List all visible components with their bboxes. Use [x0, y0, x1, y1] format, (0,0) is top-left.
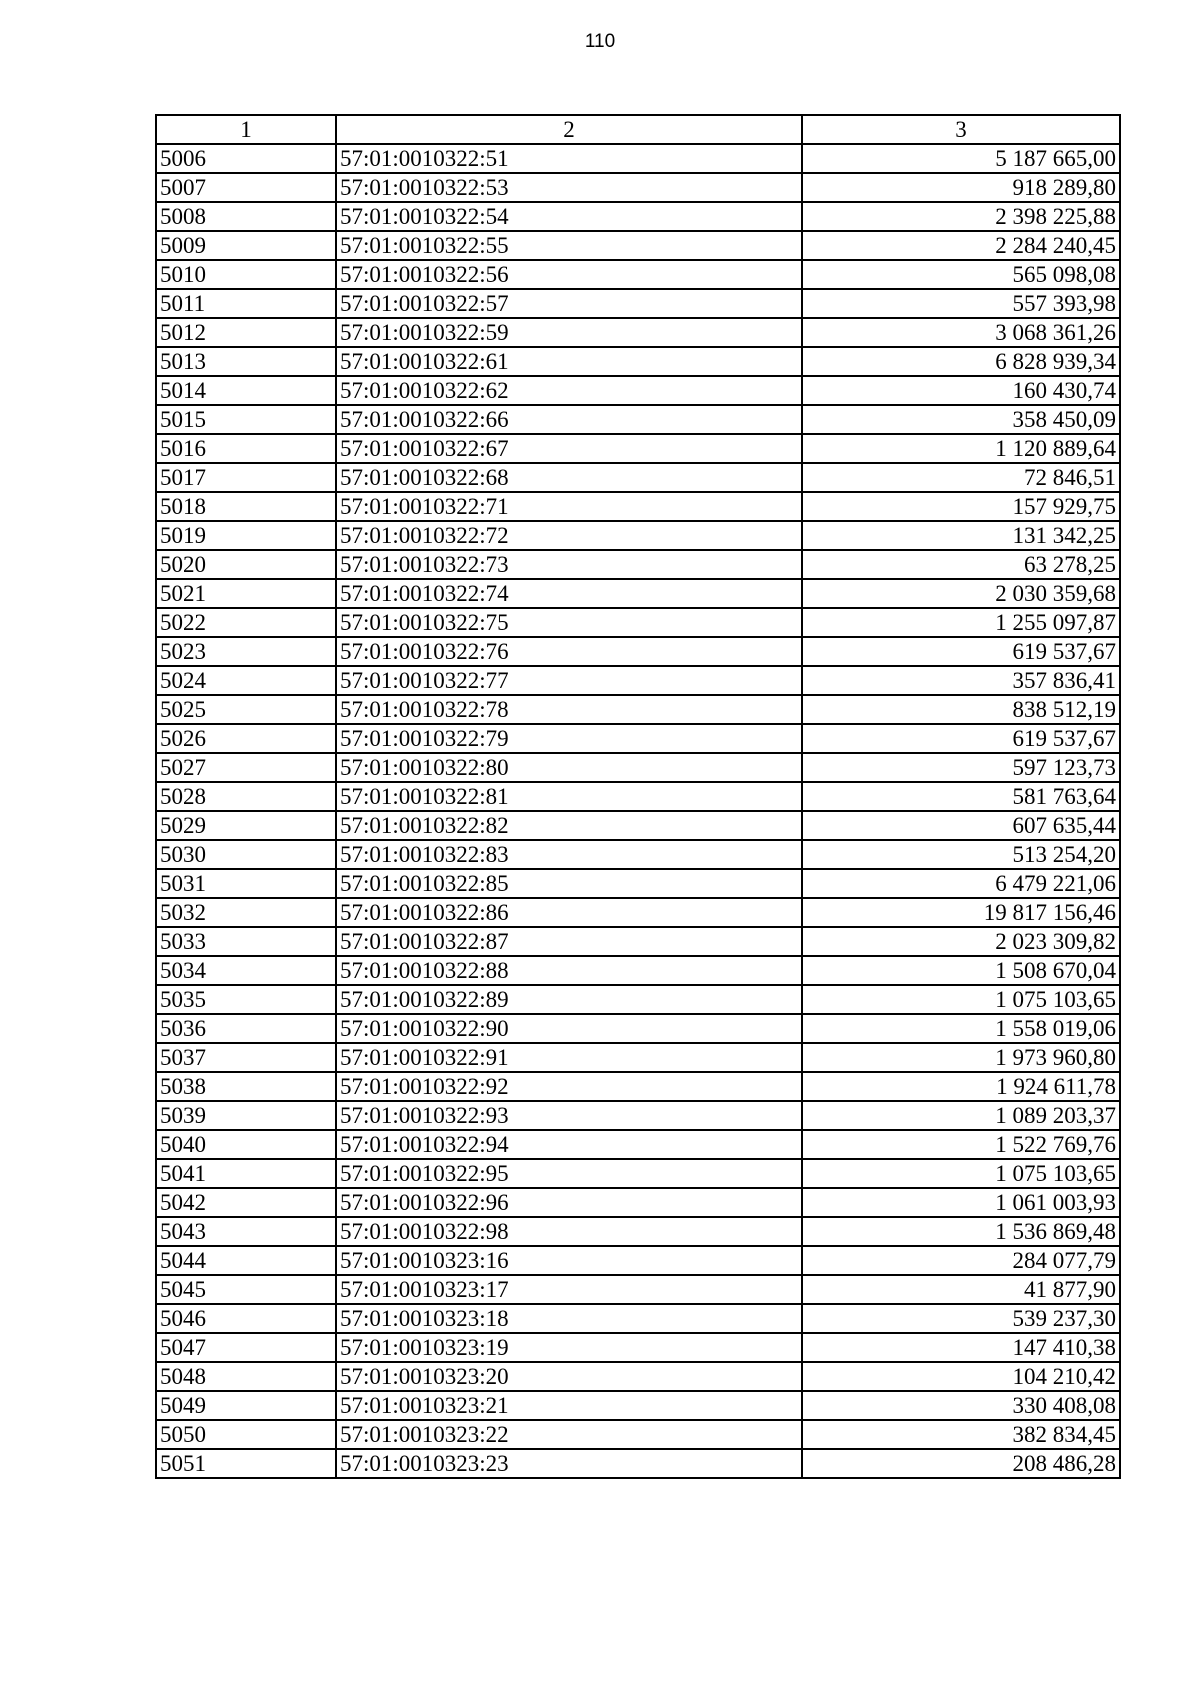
table-row — [156, 1014, 1120, 1043]
cadastral-number-cell: 57:01:0010322:68 — [336, 463, 802, 492]
row-number-cell: 5045 — [156, 1275, 336, 1304]
table-row — [156, 695, 1120, 724]
cadastral-value-cell: 41 877,90 — [802, 1275, 1120, 1304]
row-number-cell: 5011 — [156, 289, 336, 318]
table-row — [156, 666, 1120, 695]
table-row — [156, 1188, 1120, 1217]
cadastral-value-cell: 160 430,74 — [802, 376, 1120, 405]
row-number-cell: 5034 — [156, 956, 336, 985]
table-row — [156, 753, 1120, 782]
table-row — [156, 550, 1120, 579]
table-row — [156, 347, 1120, 376]
row-number-cell: 5019 — [156, 521, 336, 550]
row-number-cell: 5047 — [156, 1333, 336, 1362]
cadastral-number-cell: 57:01:0010323:22 — [336, 1420, 802, 1449]
table-row — [156, 1246, 1120, 1275]
cadastral-value-cell: 157 929,75 — [802, 492, 1120, 521]
cadastral-number-cell: 57:01:0010322:85 — [336, 869, 802, 898]
table-row — [156, 1420, 1120, 1449]
cadastral-value-cell: 208 486,28 — [802, 1449, 1120, 1478]
cadastral-number-cell: 57:01:0010323:20 — [336, 1362, 802, 1391]
cadastral-number-cell: 57:01:0010322:73 — [336, 550, 802, 579]
table-row — [156, 376, 1120, 405]
cadastral-value-cell: 104 210,42 — [802, 1362, 1120, 1391]
table-row — [156, 985, 1120, 1014]
cadastral-number-cell: 57:01:0010322:78 — [336, 695, 802, 724]
cadastral-number-cell: 57:01:0010322:83 — [336, 840, 802, 869]
table-row — [156, 927, 1120, 956]
row-number-cell: 5036 — [156, 1014, 336, 1043]
cadastral-value-cell: 6 479 221,06 — [802, 869, 1120, 898]
cadastral-number-cell: 57:01:0010322:59 — [336, 318, 802, 347]
table-row — [156, 1304, 1120, 1333]
row-number-cell: 5031 — [156, 869, 336, 898]
table-row — [156, 173, 1120, 202]
row-number-cell: 5008 — [156, 202, 336, 231]
cadastral-value-cell: 1 255 097,87 — [802, 608, 1120, 637]
cadastral-number-cell: 57:01:0010322:62 — [336, 376, 802, 405]
table-row — [156, 579, 1120, 608]
table-row — [156, 1362, 1120, 1391]
cadastral-number-cell: 57:01:0010322:96 — [336, 1188, 802, 1217]
cadastral-value-cell: 918 289,80 — [802, 173, 1120, 202]
cadastral-number-cell: 57:01:0010322:74 — [336, 579, 802, 608]
table-body — [156, 144, 1120, 1478]
row-number-cell: 5018 — [156, 492, 336, 521]
row-number-cell: 5009 — [156, 231, 336, 260]
cadastral-number-cell: 57:01:0010322:93 — [336, 1101, 802, 1130]
row-number-cell: 5028 — [156, 782, 336, 811]
table-row — [156, 1449, 1120, 1478]
column-header-2: 2 — [336, 115, 802, 144]
cadastral-value-cell: 1 075 103,65 — [802, 985, 1120, 1014]
cadastral-number-cell: 57:01:0010322:72 — [336, 521, 802, 550]
row-number-cell: 5049 — [156, 1391, 336, 1420]
row-number-cell: 5050 — [156, 1420, 336, 1449]
row-number-cell: 5020 — [156, 550, 336, 579]
table-row — [156, 289, 1120, 318]
table-row — [156, 1101, 1120, 1130]
cadastral-number-cell: 57:01:0010322:80 — [336, 753, 802, 782]
cadastral-value-cell: 2 023 309,82 — [802, 927, 1120, 956]
row-number-cell: 5016 — [156, 434, 336, 463]
table-row — [156, 202, 1120, 231]
table-header-row — [156, 115, 1120, 144]
cadastral-value-cell: 72 846,51 — [802, 463, 1120, 492]
table-row — [156, 1130, 1120, 1159]
row-number-cell: 5010 — [156, 260, 336, 289]
cadastral-number-cell: 57:01:0010322:98 — [336, 1217, 802, 1246]
row-number-cell: 5041 — [156, 1159, 336, 1188]
cadastral-number-cell: 57:01:0010322:88 — [336, 956, 802, 985]
cadastral-value-table — [155, 114, 1121, 1479]
cadastral-number-cell: 57:01:0010322:95 — [336, 1159, 802, 1188]
cadastral-number-cell: 57:01:0010322:87 — [336, 927, 802, 956]
cadastral-number-cell: 57:01:0010322:54 — [336, 202, 802, 231]
table-row — [156, 1391, 1120, 1420]
table-row — [156, 144, 1120, 173]
row-number-cell: 5039 — [156, 1101, 336, 1130]
cadastral-number-cell: 57:01:0010322:56 — [336, 260, 802, 289]
row-number-cell: 5037 — [156, 1043, 336, 1072]
cadastral-number-cell: 57:01:0010323:18 — [336, 1304, 802, 1333]
cadastral-value-cell: 607 635,44 — [802, 811, 1120, 840]
row-number-cell: 5017 — [156, 463, 336, 492]
table-row — [156, 869, 1120, 898]
cadastral-number-cell: 57:01:0010322:79 — [336, 724, 802, 753]
table-row — [156, 1072, 1120, 1101]
table-row — [156, 1043, 1120, 1072]
cadastral-value-cell: 1 120 889,64 — [802, 434, 1120, 463]
cadastral-value-cell: 357 836,41 — [802, 666, 1120, 695]
row-number-cell: 5014 — [156, 376, 336, 405]
row-number-cell: 5026 — [156, 724, 336, 753]
table-row — [156, 637, 1120, 666]
row-number-cell: 5035 — [156, 985, 336, 1014]
cadastral-value-cell: 358 450,09 — [802, 405, 1120, 434]
cadastral-number-cell: 57:01:0010322:67 — [336, 434, 802, 463]
row-number-cell: 5012 — [156, 318, 336, 347]
row-number-cell: 5032 — [156, 898, 336, 927]
table-row — [156, 956, 1120, 985]
cadastral-number-cell: 57:01:0010322:92 — [336, 1072, 802, 1101]
cadastral-value-cell: 1 924 611,78 — [802, 1072, 1120, 1101]
cadastral-value-cell: 838 512,19 — [802, 695, 1120, 724]
table-row — [156, 434, 1120, 463]
row-number-cell: 5051 — [156, 1449, 336, 1478]
cadastral-number-cell: 57:01:0010323:16 — [336, 1246, 802, 1275]
cadastral-value-cell: 2 030 359,68 — [802, 579, 1120, 608]
table-row — [156, 1217, 1120, 1246]
cadastral-number-cell: 57:01:0010322:81 — [336, 782, 802, 811]
cadastral-value-cell: 330 408,08 — [802, 1391, 1120, 1420]
table-row — [156, 405, 1120, 434]
row-number-cell: 5048 — [156, 1362, 336, 1391]
cadastral-value-cell: 565 098,08 — [802, 260, 1120, 289]
table-row — [156, 1159, 1120, 1188]
cadastral-number-cell: 57:01:0010322:61 — [336, 347, 802, 376]
cadastral-number-cell: 57:01:0010322:53 — [336, 173, 802, 202]
page-number: 110 — [584, 31, 616, 52]
row-number-cell: 5013 — [156, 347, 336, 376]
cadastral-number-cell: 57:01:0010322:71 — [336, 492, 802, 521]
cadastral-value-cell: 1 089 203,37 — [802, 1101, 1120, 1130]
row-number-cell: 5023 — [156, 637, 336, 666]
table-row — [156, 260, 1120, 289]
cadastral-value-cell: 1 075 103,65 — [802, 1159, 1120, 1188]
cadastral-value-cell: 382 834,45 — [802, 1420, 1120, 1449]
cadastral-value-cell: 2 284 240,45 — [802, 231, 1120, 260]
cadastral-value-cell: 131 342,25 — [802, 521, 1120, 550]
cadastral-value-cell: 3 068 361,26 — [802, 318, 1120, 347]
cadastral-number-cell: 57:01:0010322:89 — [336, 985, 802, 1014]
cadastral-value-cell: 5 187 665,00 — [802, 144, 1120, 173]
table-row — [156, 521, 1120, 550]
table-row — [156, 811, 1120, 840]
cadastral-value-cell: 19 817 156,46 — [802, 898, 1120, 927]
column-header-3: 3 — [802, 115, 1120, 144]
cadastral-number-cell: 57:01:0010323:23 — [336, 1449, 802, 1478]
cadastral-number-cell: 57:01:0010322:55 — [336, 231, 802, 260]
cadastral-number-cell: 57:01:0010322:51 — [336, 144, 802, 173]
cadastral-number-cell: 57:01:0010322:91 — [336, 1043, 802, 1072]
row-number-cell: 5043 — [156, 1217, 336, 1246]
row-number-cell: 5027 — [156, 753, 336, 782]
cadastral-value-cell: 1 061 003,93 — [802, 1188, 1120, 1217]
row-number-cell: 5015 — [156, 405, 336, 434]
row-number-cell: 5033 — [156, 927, 336, 956]
row-number-cell: 5038 — [156, 1072, 336, 1101]
cadastral-value-cell: 1 522 769,76 — [802, 1130, 1120, 1159]
cadastral-number-cell: 57:01:0010322:90 — [336, 1014, 802, 1043]
table-row — [156, 318, 1120, 347]
table-row — [156, 231, 1120, 260]
cadastral-number-cell: 57:01:0010323:19 — [336, 1333, 802, 1362]
row-number-cell: 5022 — [156, 608, 336, 637]
row-number-cell: 5046 — [156, 1304, 336, 1333]
cadastral-number-cell: 57:01:0010322:75 — [336, 608, 802, 637]
cadastral-value-cell: 597 123,73 — [802, 753, 1120, 782]
row-number-cell: 5021 — [156, 579, 336, 608]
cadastral-number-cell: 57:01:0010322:77 — [336, 666, 802, 695]
cadastral-value-cell: 6 828 939,34 — [802, 347, 1120, 376]
cadastral-value-cell: 147 410,38 — [802, 1333, 1120, 1362]
cadastral-number-cell: 57:01:0010322:86 — [336, 898, 802, 927]
cadastral-value-cell: 513 254,20 — [802, 840, 1120, 869]
table-row — [156, 724, 1120, 753]
cadastral-value-cell: 1 558 019,06 — [802, 1014, 1120, 1043]
row-number-cell: 5007 — [156, 173, 336, 202]
table-row — [156, 898, 1120, 927]
cadastral-value-cell: 619 537,67 — [802, 724, 1120, 753]
row-number-cell: 5030 — [156, 840, 336, 869]
table-row — [156, 840, 1120, 869]
table-row — [156, 782, 1120, 811]
cadastral-number-cell: 57:01:0010323:21 — [336, 1391, 802, 1420]
cadastral-value-cell: 557 393,98 — [802, 289, 1120, 318]
table-row — [156, 608, 1120, 637]
cadastral-number-cell: 57:01:0010322:57 — [336, 289, 802, 318]
table-row — [156, 463, 1120, 492]
column-header-1: 1 — [156, 115, 336, 144]
row-number-cell: 5025 — [156, 695, 336, 724]
row-number-cell: 5042 — [156, 1188, 336, 1217]
row-number-cell: 5029 — [156, 811, 336, 840]
row-number-cell: 5024 — [156, 666, 336, 695]
cadastral-number-cell: 57:01:0010322:94 — [336, 1130, 802, 1159]
cadastral-value-cell: 63 278,25 — [802, 550, 1120, 579]
table-row — [156, 1333, 1120, 1362]
cadastral-value-cell: 284 077,79 — [802, 1246, 1120, 1275]
cadastral-value-cell: 539 237,30 — [802, 1304, 1120, 1333]
cadastral-number-cell: 57:01:0010322:82 — [336, 811, 802, 840]
table-row — [156, 1275, 1120, 1304]
cadastral-value-cell: 1 973 960,80 — [802, 1043, 1120, 1072]
cadastral-number-cell: 57:01:0010322:66 — [336, 405, 802, 434]
cadastral-number-cell: 57:01:0010323:17 — [336, 1275, 802, 1304]
row-number-cell: 5006 — [156, 144, 336, 173]
cadastral-value-cell: 1 536 869,48 — [802, 1217, 1120, 1246]
cadastral-value-cell: 581 763,64 — [802, 782, 1120, 811]
cadastral-number-cell: 57:01:0010322:76 — [336, 637, 802, 666]
cadastral-value-cell: 619 537,67 — [802, 637, 1120, 666]
cadastral-value-cell: 1 508 670,04 — [802, 956, 1120, 985]
table-row — [156, 492, 1120, 521]
row-number-cell: 5044 — [156, 1246, 336, 1275]
row-number-cell: 5040 — [156, 1130, 336, 1159]
cadastral-value-cell: 2 398 225,88 — [802, 202, 1120, 231]
